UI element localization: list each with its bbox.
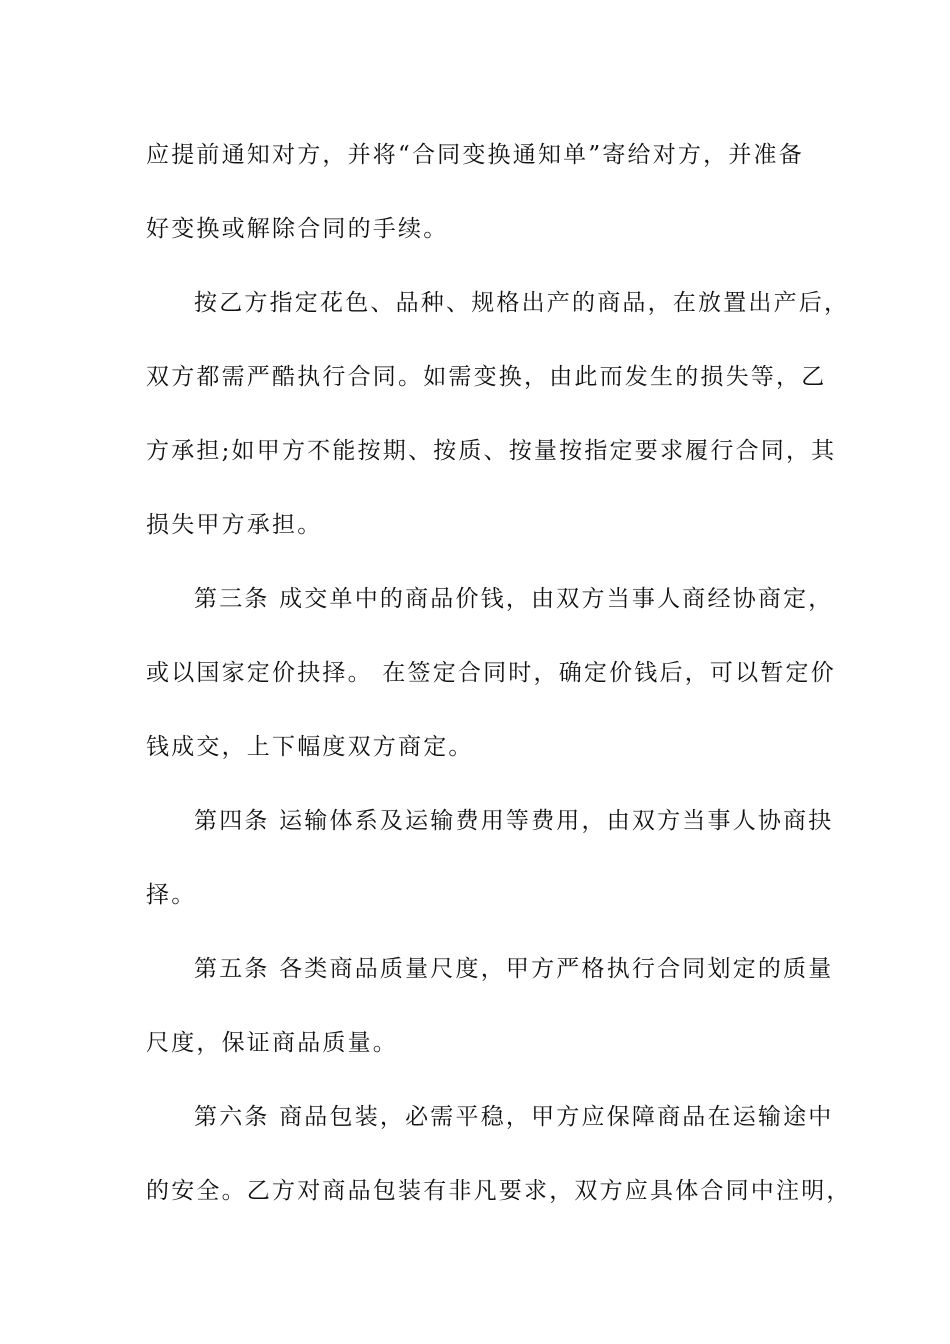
article-4-line-2: 择。 bbox=[146, 882, 197, 908]
text-line-1: 应提前通知对方，并将“合同变换通知单”寄给对方，并准备 bbox=[146, 142, 804, 168]
article-5-line-1: 第五条 各类商品质量尺度，甲方严格执行合同划定的质量 bbox=[194, 956, 834, 982]
article-5-line-2: 尺度，保证商品质量。 bbox=[146, 1030, 398, 1056]
article-3-line-2: 或以国家定价抉择。 在签定合同时，确定价钱后，可以暂定价 bbox=[146, 660, 836, 686]
text-line-2: 好变换或解除合同的手续。 bbox=[146, 216, 449, 242]
text-line-6: 损失甲方承担。 bbox=[146, 512, 323, 538]
text-line-4: 双方都需严酷执行合同。如需变换，由此而发生的损失等，乙 bbox=[146, 364, 827, 390]
article-6-line-2: 的安全。乙方对商品包装有非凡要求，双方应具体合同中注明， bbox=[146, 1178, 852, 1204]
article-6-line-1: 第六条 商品包装，必需平稳，甲方应保障商品在运输途中 bbox=[194, 1104, 834, 1130]
text-line-5: 方承担;如甲方不能按期、按质、按量按指定要求履行合同，其 bbox=[146, 438, 837, 464]
article-4-line-1: 第四条 运输体系及运输费用等费用，由双方当事人协商抉 bbox=[194, 808, 834, 834]
article-3-line-1: 第三条 成交单中的商品价钱，由双方当事人商经协商定， bbox=[194, 586, 834, 612]
paragraph-line-1: 按乙方指定花色、品种、规格出产的商品，在放置出产后， bbox=[194, 290, 850, 316]
article-3-line-3: 钱成交，上下幅度双方商定。 bbox=[146, 734, 474, 760]
